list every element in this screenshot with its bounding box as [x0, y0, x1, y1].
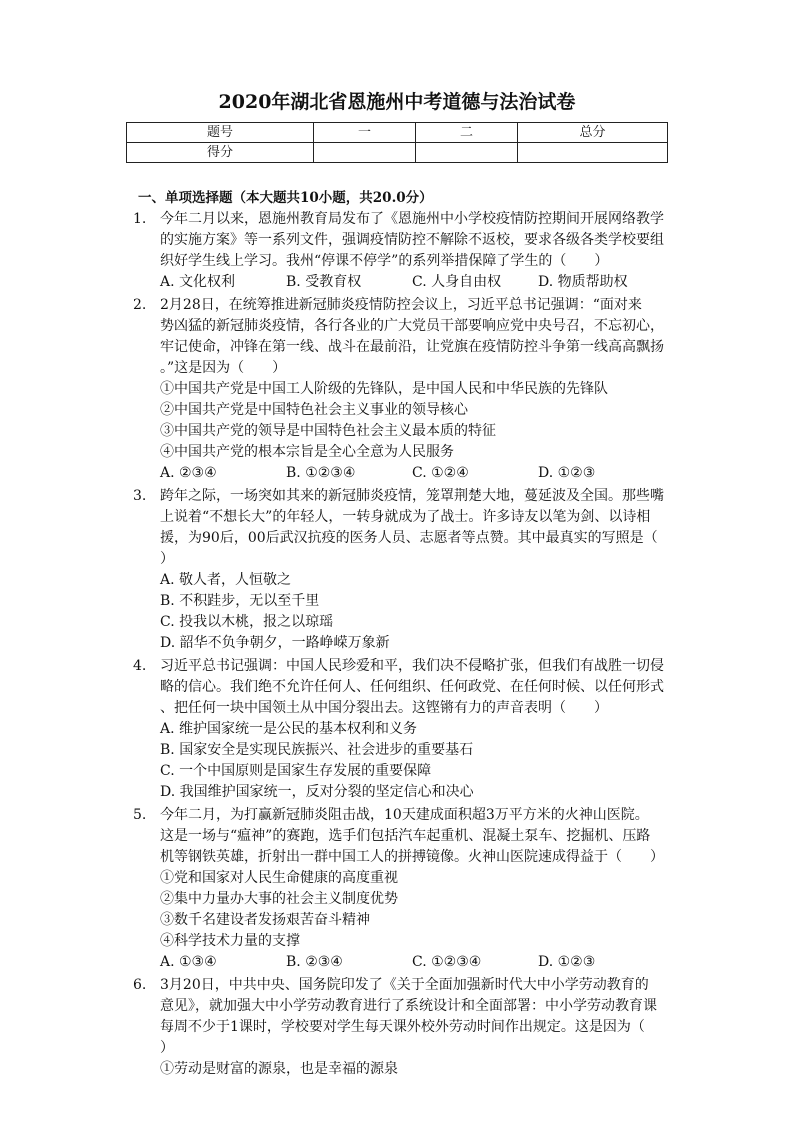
answer-option: D. 我国维护国家统一，反对分裂的坚定信心和决心 — [160, 784, 474, 800]
question-text-line: 今年二月，为打赢新冠肺炎阻击战，10天建成面积超3万平方米的火神山医院。 — [160, 807, 649, 823]
score-row-label: 得分 — [127, 143, 314, 163]
question-text-line: 援，为90后，00后武汉抗疫的医务人员、志愿者等点赞。其中最真实的写照是（ — [160, 530, 658, 546]
page-title: 2020年湖北省恩施州中考道德与法治试卷 — [218, 91, 576, 113]
question-text-line: 跨年之际，一场突如其来的新冠肺炎疫情，笼罩荆楚大地，蔓延波及全国。那些嘴 — [160, 488, 664, 504]
question-number: 6. — [133, 977, 147, 993]
question-text-line: ） — [160, 1040, 174, 1056]
answer-option: B. 不积跬步，无以至千里 — [160, 593, 320, 609]
question-text-line: ③数千名建设者发扬艰苦奋斗精神 — [160, 912, 370, 928]
question-text-line: 略的信心。我们绝不允许任何人、任何组织、任何政党、在任何时候、以任何形式 — [160, 679, 664, 695]
question-body — [160, 805, 673, 973]
question-number: 3. — [133, 488, 147, 504]
question-text-line: 意见》，就加强大中小学劳动教育进行了系统设计和全面部署：中小学劳动教育课 — [160, 998, 657, 1014]
answer-option: B. ①②③④ — [286, 465, 356, 481]
score-header-cell: 一 — [314, 123, 416, 143]
question-item — [133, 805, 673, 973]
question-item — [133, 295, 673, 484]
question-text-line: 、把任何一块中国领土从中国分裂出去。这铿锵有力的声音表明（ ） — [160, 700, 608, 716]
question-text-line: 上说着“不想长大”的年轻人，一转身就成为了战士。许多诗友以笔为剑、以诗相 — [160, 509, 651, 525]
score-cell — [518, 143, 668, 163]
score-header-cell: 总分 — [518, 123, 668, 143]
question-text-line: 。”这是因为（ ） — [160, 360, 287, 376]
answer-option: C. ①②③④ — [412, 954, 482, 970]
question-number: 4. — [133, 658, 147, 674]
question-text-line: 今年二月以来，恩施州教育局发布了《恩施州中小学校疫情防控期间开展网络教学 — [160, 211, 664, 227]
answer-option: B. 国家安全是实现民族振兴、社会进步的重要基石 — [160, 742, 474, 758]
question-text-line: 织好学生线上学习。我州“停课不停学”的系列举措保障了学生的（ ） — [160, 253, 609, 269]
question-body — [160, 975, 673, 1080]
score-table — [126, 122, 668, 163]
question-text-line: ①劳动是财富的源泉，也是幸福的源泉 — [160, 1061, 398, 1077]
answer-option: C. 投我以木桃，报之以琼瑶 — [160, 614, 334, 630]
question-body — [160, 209, 673, 293]
question-number: 1. — [133, 211, 147, 227]
question-text-line: 势凶猛的新冠肺炎疫情，各行各业的广大党员干部要响应党中央号召，不忘初心， — [160, 318, 664, 334]
question-text-line: ②集中力量办大事的社会主义制度优势 — [160, 891, 398, 907]
question-text-line: ④科学技术力量的支撑 — [160, 933, 300, 949]
question-text-line: 这是一场与“瘟神”的赛跑，选手们包括汽车起重机、混凝土泵车、挖掘机、压路 — [160, 828, 651, 844]
answer-option: A. ①③④ — [160, 954, 217, 970]
answer-option: A. 维护国家统一是公民的基本权利和义务 — [160, 721, 418, 737]
question-text-line: 每周不少于1课时，学校要对学生每天课外校外劳动时间作出规定。这是因为（ — [160, 1019, 645, 1035]
option-row — [160, 272, 673, 293]
answer-option: D. ①②③ — [538, 954, 596, 970]
question-body — [160, 486, 673, 654]
question-text-line: 2月28日，在统筹推进新冠肺炎疫情防控会议上，习近平总书记强调：“面对来 — [160, 297, 642, 313]
answer-option: A. ②③④ — [160, 465, 217, 481]
question-text-line: 3月20日，中共中央、国务院印发了《关于全面加强新时代大中小学劳动教育的 — [160, 977, 649, 993]
answer-option: C. ①②④ — [412, 465, 469, 481]
question-text-line: ①党和国家对人民生命健康的高度重视 — [160, 870, 398, 886]
answer-option: D. 物质帮助权 — [538, 274, 628, 290]
question-item — [133, 656, 673, 803]
question-body — [160, 295, 673, 484]
answer-option: A. 文化权利 — [160, 274, 236, 290]
score-header-cell: 二 — [416, 123, 518, 143]
option-row — [160, 463, 673, 484]
score-table-header-row — [127, 123, 668, 143]
question-text-line: ） — [160, 551, 174, 567]
answer-option: B. 受教育权 — [286, 274, 362, 290]
answer-option: A. 敬人者，人恒敬之 — [160, 572, 292, 588]
question-list — [133, 209, 673, 1082]
question-text-line: 机等钢铁英雄，折射出一群中国工人的拼搏镜像。火神山医院速成得益于（ ） — [160, 849, 664, 865]
question-number: 5. — [133, 807, 147, 823]
question-text-line: 牢记使命，冲锋在第一线、战斗在最前沿，让党旗在疫情防控斗争第一线高高飘扬 — [160, 339, 664, 355]
answer-option: C. 一个中国原则是国家生存发展的重要保障 — [160, 763, 432, 779]
section-heading: 一、单项选择题（本大题共10小题，共20.0分） — [138, 190, 433, 206]
score-cell — [314, 143, 416, 163]
score-table-score-row — [127, 143, 668, 163]
answer-option: C. 人身自由权 — [412, 274, 502, 290]
answer-option: D. ①②③ — [538, 465, 596, 481]
question-text-line: ①中国共产党是中国工人阶级的先锋队，是中国人民和中华民族的先锋队 — [160, 381, 608, 397]
score-header-cell: 题号 — [127, 123, 314, 143]
question-item — [133, 209, 673, 293]
question-item — [133, 486, 673, 654]
score-cell — [416, 143, 518, 163]
question-body — [160, 656, 673, 803]
question-text-line: ②中国共产党是中国特色社会主义事业的领导核心 — [160, 402, 468, 418]
question-text-line: 的实施方案》等一系列文件，强调疫情防控不解除不返校，要求各级各类学校要组 — [160, 232, 664, 248]
answer-option: D. 韶华不负争朝夕，一路峥嵘万象新 — [160, 635, 390, 651]
answer-option: B. ②③④ — [286, 954, 343, 970]
question-number: 2. — [133, 297, 147, 313]
option-row — [160, 952, 673, 973]
question-text-line: ④中国共产党的根本宗旨是全心全意为人民服务 — [160, 444, 454, 460]
question-text-line: ③中国共产党的领导是中国特色社会主义最本质的特征 — [160, 423, 496, 439]
question-item — [133, 975, 673, 1080]
question-text-line: 习近平总书记强调：中国人民珍爱和平，我们决不侵略扩张，但我们有战胜一切侵 — [160, 658, 664, 674]
